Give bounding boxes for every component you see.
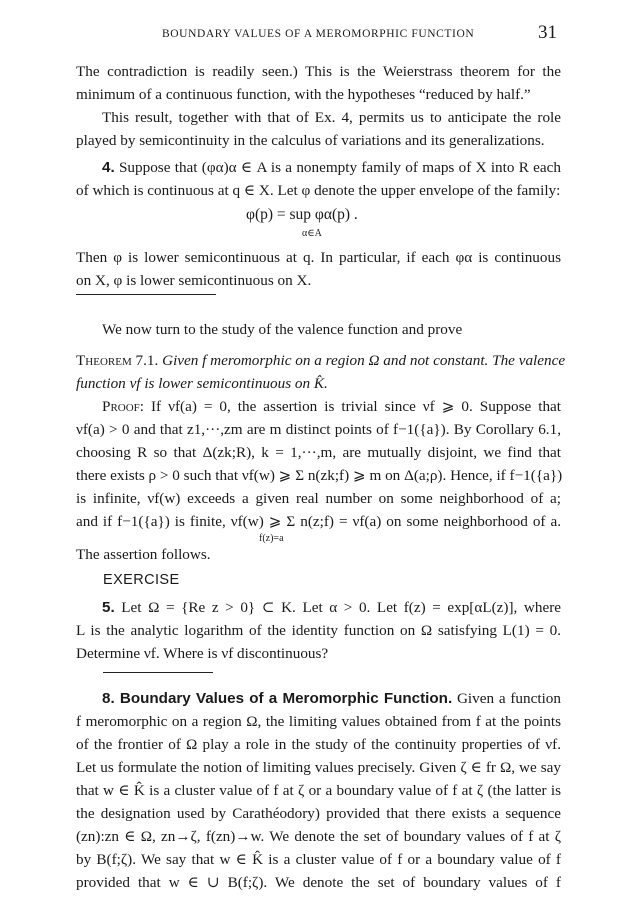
proof-label: Proof:	[102, 398, 145, 415]
text-line: of the frontier of Ω play a role in the study of the continuity properties of νf.	[76, 736, 561, 753]
text-line: is infinite, νf(w) exceeds a given real number on some neighborhood of a;	[76, 490, 561, 507]
text-line: choosing R so that Δ(zk;R), k = 1,···,m, are mutually disjoint, we find that	[76, 444, 561, 461]
section-text: Given a function	[456, 690, 561, 707]
text-line: Then φ is lower semicontinuous at q. In particular, if each φα is continuous	[76, 249, 561, 266]
theorem-text: Given f meromorphic on a region Ω and not constant. The valence	[162, 352, 566, 369]
text-line	[76, 687, 561, 710]
proof-end	[76, 543, 561, 566]
text-line	[76, 395, 561, 418]
text-line: provided that w ∈ ∪ B(f;ζ). We denote the set of boundary values of f	[76, 874, 561, 891]
text-line	[76, 372, 561, 395]
theorem-text: function νf is lower semicontinuous on K̂.	[76, 375, 328, 392]
text-line: Let us formulate the notion of limiting values precisely. Given ζ ∈ fr Ω, we say	[76, 759, 561, 776]
text-line: on X, φ is lower semicontinuous on X.	[76, 272, 312, 289]
exercise-number: 5.	[102, 599, 115, 616]
equation-subscript: α∈A	[302, 228, 322, 239]
text-line: The assertion follows.	[76, 546, 211, 563]
text-line	[76, 596, 561, 619]
exercise-4	[76, 156, 561, 202]
exercise-text: Let Ω = {Re z > 0} ⊂ K. Let α > 0. Let f(z) = exp[αL(z)], where	[121, 599, 561, 616]
equation-text: φ(p) = sup φα(p) .	[246, 206, 358, 223]
text-line: We now turn to the study of the valence function and prove	[102, 321, 463, 338]
paragraph-transition	[76, 318, 561, 341]
text-line: L is the analytic logarithm of the identity function on Ω satisfying L(1) = 0.	[76, 622, 561, 639]
exercise-4-conclusion	[76, 246, 561, 292]
text-line: played by semicontinuity in the calculus of variations and its generalizations.	[76, 132, 545, 149]
text-line: Determine νf. Where is νf discontinuous?	[76, 645, 329, 662]
theorem-label: Theorem 7.1.	[76, 352, 159, 369]
text-line: f meromorphic on a region Ω, the limiting values obtained from f at the points	[76, 713, 561, 730]
section-heading: 8. Boundary Values of a Meromorphic Function.	[102, 690, 453, 707]
text-line: of which is continuous at q ∈ X. Let φ denote the upper envelope of the family:	[76, 182, 561, 199]
paragraph-semicontinuity-role	[76, 106, 561, 152]
section-divider	[103, 672, 213, 673]
section-8	[76, 687, 561, 894]
text-line	[76, 349, 566, 372]
exercise-number: 4.	[102, 159, 115, 176]
proof	[76, 395, 561, 533]
proof-text: If νf(a) = 0, the assertion is trivial since νf ⩾ 0. Suppose that	[151, 398, 561, 415]
sum-subscript: f(z)=a	[259, 533, 284, 544]
display-equation-upper-envelope	[246, 206, 358, 224]
text-line: the designation used by Carathéodory) provided that there exists a sequence	[76, 805, 561, 822]
running-head: BOUNDARY VALUES OF A MEROMORPHIC FUNCTION	[162, 28, 475, 40]
text-line: minimum of a continuous function, with the hypotheses “reduced by half.”	[76, 86, 531, 103]
text-line: by B(f;ζ). We say that w ∈ K̂ is a cluster value of f or a boundary value of f	[76, 851, 561, 868]
text-line: that w ∈ K̂ is a cluster value of f at ζ or a boundary value of f at ζ (the latter is	[76, 782, 561, 799]
exercise-5	[76, 596, 561, 665]
text-line: (zn):zn ∈ Ω, zn→ζ, f(zn)→w. We denote the set of boundary values of f at ζ	[76, 828, 561, 845]
text-line: there exists ρ > 0 such that νf(w) ⩾ Σ n(zk;f) ⩾ m on Δ(a;ρ). Hence, if f−1({a})	[76, 467, 563, 484]
exercise-heading: EXERCISE	[103, 572, 180, 588]
page-number: 31	[538, 22, 557, 43]
exercise-text: Suppose that (φα)α ∈ A is a nonempty family of maps of X into R each	[118, 159, 561, 176]
text-line: This result, together with that of Ex. 4, permits us to anticipate the role	[102, 109, 561, 126]
text-line	[76, 156, 561, 179]
section-divider	[76, 294, 216, 295]
text-line: νf(a) > 0 and that z1,···,zm are m distinct points of f−1({a}). By Corollary 6.1,	[76, 421, 561, 438]
text-line: and if f−1({a}) is finite, νf(w) ⩾ Σ n(z;f) = νf(a) on some neighborhood of a.	[76, 513, 561, 530]
paragraph-weierstrass	[76, 60, 561, 106]
text-line: The contradiction is readily seen.) This is the Weierstrass theorem for the	[76, 63, 561, 80]
theorem-7-1	[76, 349, 566, 395]
